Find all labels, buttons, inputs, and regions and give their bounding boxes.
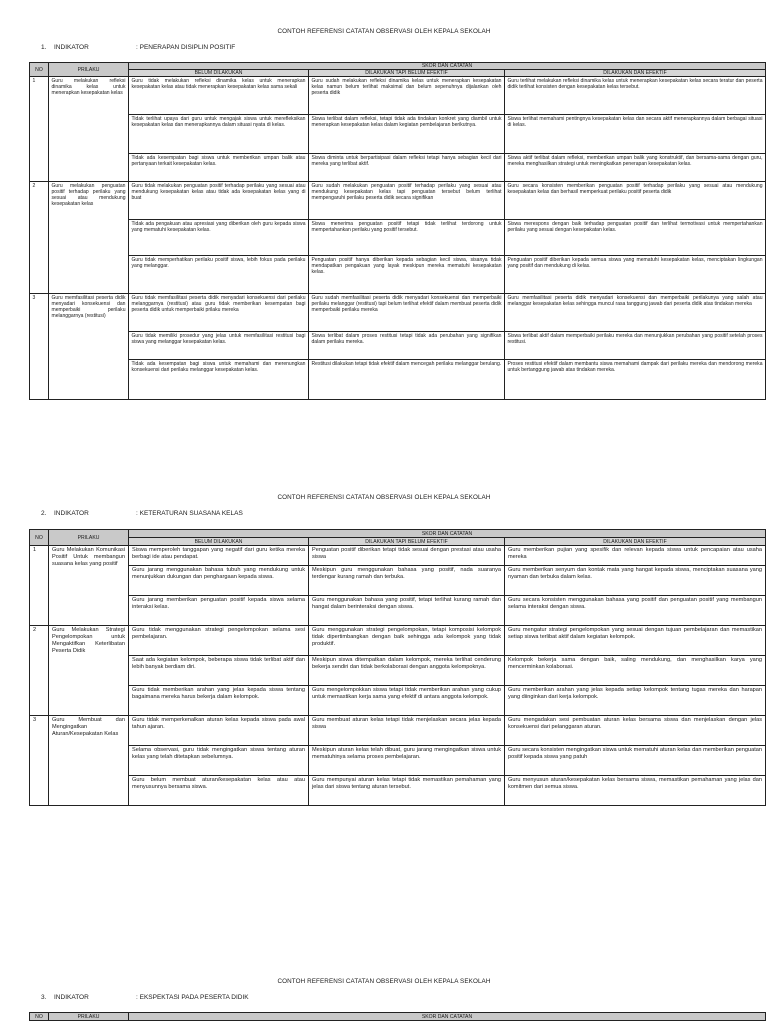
observation-table — [29, 529, 766, 806]
cell-not-done: Guru jarang menggunakan bahasa tubuh yang mendukung untuk menunjukkan dukungan dan penghargaan kepada siswa. — [129, 566, 309, 596]
indicator-number: 2. — [41, 510, 47, 517]
document-title: CONTOH REFERENSI CATATAN OBSERVASI OLEH KEPALA SEKOLAH — [277, 494, 491, 501]
row-number: 2 — [30, 626, 49, 716]
cell-not-effective: Restitusi dilakukan tetapi tidak efektif dalam mencegah perilaku melanggar berulang. — [309, 360, 505, 400]
indicator-label: INDIKATOR — [54, 44, 89, 51]
cell-not-effective: Meskipun siswa ditempatkan dalam kelompok, mereka terlihat cenderung bekerja sendiri dan tidak berkolaborasi dengan anggota kelompoknya. — [309, 656, 505, 686]
cell-effective: Siswa terlibat aktif dalam memperbaiki perilaku mereka dan menunjukkan perubahan yang positif setelah proses restitusi. — [505, 332, 766, 360]
cell-effective: Guru menyusun aturan/kesepakatan kelas bersama siswa, memastikan pemahaman yang jelas dan komitmen dari semua siswa. — [505, 776, 766, 806]
header-behavior: PRILAKU — [49, 530, 129, 546]
indicator-number: 3. — [41, 994, 47, 1001]
cell-effective: Guru terlihat melakukan refleksi dinamika kelas untuk menerapkan kesepakatan kelas secara teratur dan peserta didik terlihat konsisten dengan kesepakatan kelas tersebut. — [505, 77, 766, 115]
cell-effective: Guru memberikan pujian yang spesifik dan relevan kepada siswa untuk pencapaian atau usaha mereka — [505, 546, 766, 566]
behavior-cell: Guru melakukan refleksi dinamika kelas untuk menerapkan kesepakatan kelas — [49, 77, 129, 182]
cell-not-effective: Guru membuat aturan kelas tetapi tidak menjelaskan secara jelas kepada siswa — [309, 716, 505, 746]
cell-not-effective: Guru menggunakan bahasa yang positif, tetapi terlihat kurang ramah dan hangat dalam berinteraksi dengan siswa. — [309, 596, 505, 626]
cell-not-effective: Penguatan positif hanya diberikan kepada sebagian kecil siswa, sisanya tidak mendapatkan pengakuan yang layak meskipun mereka mematuhi kesepakatan kelas. — [309, 256, 505, 294]
observation-table — [29, 1012, 766, 1021]
header-score: SKOR DAN CATATAN — [129, 1013, 766, 1021]
behavior-cell: Guru Melakukan Strategi Pengelompokan untuk Mengaktifkan Keterlibatan Peserta Didik — [49, 626, 129, 716]
cell-effective: Guru memberikan senyum dan kontak mata yang hangat kepada siswa, menciptakan suasana yang nyaman dan terbuka dalam kelas. — [505, 566, 766, 596]
cell-not-done: Guru tidak memberikan arahan yang jelas kepada siswa tentang bagaimana mereka harus bekerja dalam kelompok. — [129, 686, 309, 716]
cell-effective: Kelompok bekerja sama dengan baik, saling mendukung, dan menghasilkan karya yang mencerminkan kolaborasi. — [505, 656, 766, 686]
header-done-effective: DILAKUKAN DAN EFEKTIF — [505, 70, 766, 77]
indicator-value: : EKSPEKTASI PADA PESERTA DIDIK — [136, 994, 249, 1001]
cell-not-done: Tidak ada kesempatan bagi siswa untuk memberikan umpan balik atau pertanyaan terkait kesepakatan kelas. — [129, 154, 309, 182]
cell-not-effective: Guru menggunakan strategi pengelompokan, tetapi komposisi kelompok tidak dipertimbangkan dengan baik sehingga ada kelompok yang tidak produktif. — [309, 626, 505, 656]
cell-effective: Siswa aktif terlibat dalam refleksi, memberikan umpan balik yang konstruktif, dan bersama-sama dengan guru, mereka menghasilkan strategi untuk meningkatkan penerapan kesepakatan kelas. — [505, 154, 766, 182]
cell-effective: Guru memberikan arahan yang jelas kepada setiap kelompok tentang tugas mereka dan harapan yang diinginkan dari kerja kelompok. — [505, 686, 766, 716]
cell-not-done: Guru tidak memfasilitasi peserta didik menyadari konsekuensi dari perilaku melanggarnya (restitusi) atau guru tidak memberikan kesempatan bagi peserta didik untuk memperbaiki prilaku mereka — [129, 294, 309, 332]
cell-not-effective: Meskipun aturan kelas telah dibuat, guru jarang mengingatkan siswa untuk mematuhinya selama proses pembelajaran. — [309, 746, 505, 776]
cell-not-effective: Guru mempunyai aturan kelas tetapi tidak memastikan pemahaman yang jelas dari siswa tentang aturan tersebut. — [309, 776, 505, 806]
indicator-label: INDIKATOR — [54, 994, 89, 1001]
header-done-not-effective: DILAKUKAN TAPI BELUM EFEKTIF — [309, 538, 505, 546]
section-1 — [0, 27, 768, 373]
indicator-line — [0, 509, 768, 519]
observation-table — [29, 62, 766, 400]
indicator-value: : PENERAPAN DISIPLIN POSITIF — [136, 44, 236, 51]
document-title: CONTOH REFERENSI CATATAN OBSERVASI OLEH KEPALA SEKOLAH — [277, 28, 491, 35]
behavior-cell: Guru Membuat dan Mengingatkan Aturan/Kesepakatan Kelas — [49, 716, 129, 806]
cell-not-effective: Guru sudah melakukan refleksi dinamika kelas untuk menerapkan kesepakatan kelas namun belum terlihat maksimal dan belum sepenuhnya dijalankan oleh peserta didik — [309, 77, 505, 115]
header-score: SKOR DAN CATATAN — [129, 530, 766, 538]
cell-effective: Guru secara konsisten memberikan penguatan positif terhadap perilaku yang sesuai atau mendukung kesepakatan kelas dan berhasil memperkuat perilaku positif peserta didik — [505, 182, 766, 220]
cell-effective: Siswa terlihat memahami pentingnya kesepakatan kelas dan secara aktif menerapkannya dalam berbagai situasi di kelas. — [505, 115, 766, 154]
cell-not-effective: Penguatan positif diberikan tetapi tidak sesuai dengan prestasi atau usaha siswa — [309, 546, 505, 566]
row-number: 1 — [30, 546, 49, 626]
cell-not-effective: Siswa terlibat dalam proses restitusi tetapi tidak ada perubahan yang signifikan dalam perilaku mereka. — [309, 332, 505, 360]
cell-not-effective: Siswa menerima penguatan positif tetapi tidak terlihat terdorong untuk mempertahankan perilaku yang positif tersebut. — [309, 220, 505, 256]
indicator-number: 1. — [41, 44, 47, 51]
row-number: 3 — [30, 294, 49, 400]
row-number: 3 — [30, 716, 49, 806]
cell-not-done: Guru belum membuat aturan/kesepakatan kelas atau atau menyusunnya bersama siswa. — [129, 776, 309, 806]
indicator-label: INDIKATOR — [54, 510, 89, 517]
behavior-cell: Guru melakukan penguatan positif terhadap perilaku yang sesuai atau mendukung kesepakatan kelas — [49, 182, 129, 294]
header-no: NO — [30, 530, 49, 546]
header-not-done: BELUM DILAKUKAN — [129, 70, 309, 77]
section-2 — [0, 493, 768, 790]
cell-effective: Guru memfasilitasi peserta didik menyadari konsekuensi dan memperbaiki perilakunya yang salah atau melanggar kesepakatan kelas sehingga muncul rasa tanggung jawab dari peserta didik atas tindakan mereka — [505, 294, 766, 332]
cell-not-done: Guru tidak melakukan refleksi dinamika kelas untuk menerapkan kesepakatan kelas atau tidak menerapkan kesepakatan kelas sama sekali — [129, 77, 309, 115]
cell-not-done: Guru tidak memperhatikan perilaku positif siswa, lebih fokus pada perilaku yang melanggar. — [129, 256, 309, 294]
header-score: SKOR DAN CATATAN — [129, 63, 766, 70]
cell-effective: Proses restitusi efektif dalam membantu siswa memahami dampak dari perilaku mereka dan mendorong mereka untuk bertanggung jawab atas tindakan mereka. — [505, 360, 766, 400]
cell-effective: Guru mengadakan sesi pembuatan aturan kelas bersama siswa dan menjelaskan dengan jelas konsekuensi dari pelanggaran aturan. — [505, 716, 766, 746]
indicator-line — [0, 43, 768, 53]
header-behavior: PRILAKU — [49, 1013, 129, 1021]
cell-not-effective: Guru sudah melakukan penguatan positif terhadap perilaku yang sesuai atau mendukung kesepakatan kelas tapi penguatan tersebut belum terlihat mempengaruhi perilaku peserta didik secara signifikan — [309, 182, 505, 220]
behavior-cell: Guru Melakukan Komunikasi Positif Untuk membangun suasana kelas yang positif — [49, 546, 129, 626]
header-not-done: BELUM DILAKUKAN — [129, 538, 309, 546]
cell-not-done: Guru tidak menggunakan strategi pengelompokan selama sesi pembelajaran. — [129, 626, 309, 656]
indicator-line — [0, 993, 768, 1003]
row-number: 1 — [30, 77, 49, 182]
cell-not-effective: Guru sudah memfasilitasi peserta didik menyadari konsekuensi dan memperbaiki perilaku melanggar (restitusi) tapi belum terlihat efektif dalam membuat peserta didik memperbaiki perilaku mereka — [309, 294, 505, 332]
cell-effective: Siswa merespons dengan baik terhadap penguatan positif dan terlihat termotivasi untuk mempertahankan perilaku yang sesuai dengan kesepakatan kelas. — [505, 220, 766, 256]
cell-not-done: Tidak ada kesempatan bagi siswa untuk memahami dan merenungkan konsekuensi dari perilaku melanggar kesepakatan kelas. — [129, 360, 309, 400]
cell-not-done: Guru tidak melakukan penguatan positif terhadap perilaku yang sesuai atau mendukung kesepakatan kelas atau tidak ada kesepakatan kelas yang di buat — [129, 182, 309, 220]
row-number: 2 — [30, 182, 49, 294]
header-no: NO — [30, 1013, 49, 1021]
behavior-cell: Guru memfasilitasi peserta didik menyadari konsekuensi dan memperbaiki perilaku melanggarnya (restitusi) — [49, 294, 129, 400]
cell-not-done: Guru tidak memperkenalkan aturan kelas kepada siswa pada awal tahun ajaran. — [129, 716, 309, 746]
cell-effective: Guru secara konsisten mengingatkan siswa untuk mematuhi aturan kelas dan memberikan penguatan positif kepada siswa yang patuh — [505, 746, 766, 776]
cell-not-done: Siswa memperoleh tanggapan yang negatif dari guru ketika mereka berbagi ide atau pendapat. — [129, 546, 309, 566]
cell-effective: Guru mengatur strategi pengelompokan yang sesuai dengan tujuan pembelajaran dan memastikan setiap siswa terlibat aktif dalam kegiatan kelompok. — [505, 626, 766, 656]
cell-not-done: Saat ada kegiatan kelompok, beberapa siswa tidak terlibat aktif dan lebih banyak berdiam diri. — [129, 656, 309, 686]
cell-not-effective: Guru mengelompokkan siswa tetapi tidak memberikan arahan yang cukup untuk memastikan kerja sama yang efektif di antara anggota kelompok. — [309, 686, 505, 716]
header-done-effective: DILAKUKAN DAN EFEKTIF — [505, 538, 766, 546]
cell-not-done: Tidak ada pengakuan atau apresiasi yang diberikan oleh guru kepada siswa yang mematuhi kesepakatan kelas. — [129, 220, 309, 256]
indicator-value: : KETERATURAN SUASANA KELAS — [136, 510, 243, 517]
cell-not-effective: Siswa terlibat dalam refleksi, tetapi tidak ada tindakan konkret yang diambil untuk menerapkan kesepakatan kelas dalam kegiatan pembelajaran berikutnya. — [309, 115, 505, 154]
document-title: CONTOH REFERENSI CATATAN OBSERVASI OLEH KEPALA SEKOLAH — [277, 978, 491, 985]
cell-not-effective: Meskipun guru menggunakan bahasa yang positif, nada suaranya terdengar kurang ramah dan terbuka. — [309, 566, 505, 596]
cell-effective: Guru secara konsisten menggunakan bahasa yang positif dan penguatan positif yang membangun selama interaksi dengan siswa. — [505, 596, 766, 626]
cell-not-done: Selama observasi, guru tidak mengingatkan siswa tentang aturan kelas yang telah ditetapkan sebelumnya. — [129, 746, 309, 776]
header-no: NO — [30, 63, 49, 77]
cell-not-done: Guru tidak memiliki prosedur yang jelas untuk memfasilitasi restitusi bagi siswa yang melanggar kesepakatan kelas. — [129, 332, 309, 360]
cell-effective: Penguatan positif diberikan kepada semua siswa yang mematuhi kesepakatan kelas, menciptakan lingkungan yang positif dan mendukung di kelas. — [505, 256, 766, 294]
section-3 — [0, 977, 768, 1020]
cell-not-effective: Siswa diminta untuk berpartisipasi dalam refleksi tetapi hanya sebagian kecil dari mereka yang terlibat aktif. — [309, 154, 505, 182]
header-behavior: PRILAKU — [49, 63, 129, 77]
cell-not-done: Tidak terlihat upaya dari guru untuk mengajak siswa untuk merefleksikan kesepakatan kelas dan menerapkannya dalam situasi nyata di kelas. — [129, 115, 309, 154]
header-done-not-effective: DILAKUKAN TAPI BELUM EFEKTIF — [309, 70, 505, 77]
cell-not-done: Guru jarang memberikan penguatan positif kepada siswa selama interaksi kelas. — [129, 596, 309, 626]
